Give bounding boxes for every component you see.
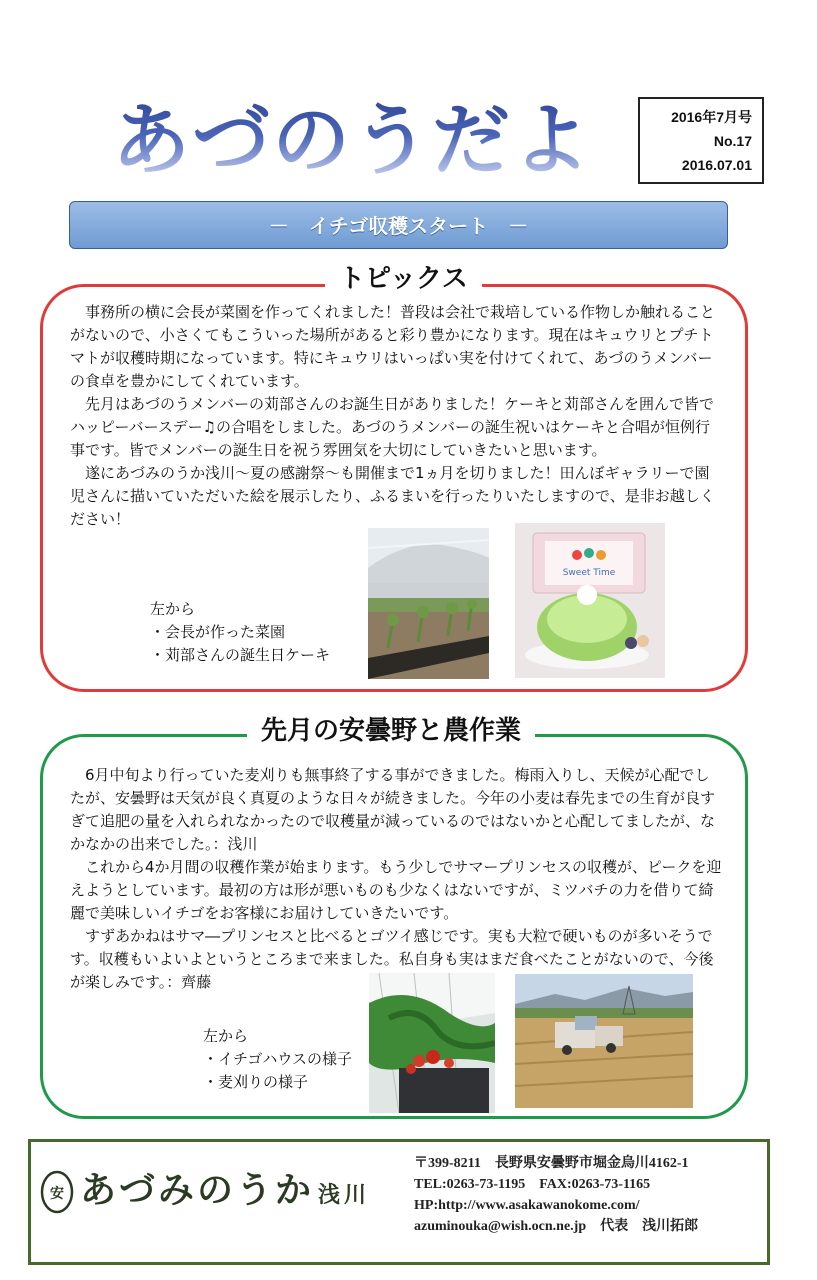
caption-line: ・苅部さんの誕生日ケーキ — [150, 646, 331, 664]
caption-line: ・イチゴハウスの様子 — [203, 1050, 352, 1068]
newsletter-title: あづのうだより — [112, 86, 582, 196]
topics-paragraph: 遂にあづみのうか浅川～夏の感謝祭～も開催まで1ヵ月を切りました！田んぼギャラリーで園児さんに描いていただいた絵を展示したり、ふるまいを行ったりいたしますので、是非お越しください！ — [70, 464, 715, 528]
issue-month: 2016年7月号 — [671, 109, 752, 125]
topics-paragraph: 事務所の横に会長が菜園を作ってくれました！普段は会社で栽培している作物しか触れることがないので、小さくてもこういった場所があると彩り豊かになります。現在はキュウリとプチトマトが収穫時期になっています。特にキュウリはいっぱい実を付けてくれて、あづのうメンバーの食卓を豊かにしてくれています。 — [70, 303, 716, 390]
address: 〒399-8211 長野県安曇野市堀金烏川4162-1 — [414, 1156, 689, 1171]
farm-paragraph: すずあかねはサマ―プリンセスと比べるとゴツイ感じです。実も大粒で硬いものが多いそうです。収穫もいよいよというところまで来ました。私自身も実はまだ食べたことがないので、今後が楽しみです。：齊藤 — [70, 927, 714, 991]
issue-info-box — [638, 97, 764, 184]
topics-body — [70, 301, 722, 531]
farm-heading: 先月の安曇野と農作業 — [247, 711, 535, 751]
garden-photo — [368, 528, 489, 679]
logo-mark: 安 — [50, 1186, 64, 1202]
farm-paragraph: これから4か月間の収穫作業が始まります。もう少しでサマープリンセスの収穫が、ピークを迎えようとしています。最初の方は形が悪いものも少なくはないですが、ミツバチの力を借りて綺麗で美味しいイチゴをお客様にお届けしていきたいです。 — [70, 858, 722, 922]
phone-fax: TEL:0263-73-1195 FAX:0263-73-1165 — [414, 1177, 651, 1192]
cake-photo — [515, 523, 665, 678]
farm-body — [70, 764, 722, 994]
issue-date: 2016.07.01 — [681, 157, 752, 173]
farm-caption — [203, 1025, 352, 1094]
caption-line: ・麦刈りの様子 — [203, 1073, 309, 1091]
topics-paragraph: 先月はあづのうメンバーの苅部さんのお誕生日がありました！ケーキと苅部さんを囲んで皆でハッピーバースデー♫の合唱をしました。あづのうメンバーの誕生祝いはケーキと合唱が恒例行事です。皆でメンバーの誕生日を祝う雰囲気を大切にしていきたいと思います。 — [70, 395, 714, 459]
company-logo-text: あづみのうか — [80, 1169, 315, 1211]
farm-paragraph: 6月中旬より行っていた麦刈りも無事終了する事ができました。梅雨入りし、天候が心配でしたが、安曇野は天気が良く真夏のような日々が続きました。今年の小麦は春先までの生育が良すぎて追肥の量を入れられなかったので収穫量が減っているのではないかと心配してましたが、なかなかの出来でした。：浅川 — [70, 766, 716, 853]
caption-line: 左から — [203, 1027, 249, 1045]
strawberry-house-photo — [369, 973, 495, 1113]
topics-heading: トピックス — [325, 261, 482, 297]
company-logo-sub: 浅川 — [318, 1182, 371, 1208]
wheat-harvest-photo — [515, 974, 693, 1108]
homepage-link[interactable]: HP:http://www.asakawanokome.com/ — [414, 1198, 640, 1213]
email-representative[interactable]: azuminouka@wish.ocn.ne.jp 代表 浅川拓郎 — [414, 1219, 699, 1234]
issue-number: No.17 — [713, 133, 752, 149]
headline-banner: － イチゴ収穫スタート － — [69, 201, 728, 249]
caption-line: 左から — [150, 600, 196, 618]
contact-info — [414, 1153, 754, 1237]
cake-box-label: Sweet Time — [562, 568, 616, 578]
topics-caption — [150, 598, 330, 667]
caption-line: ・会長が作った菜園 — [150, 623, 286, 641]
company-logo-icon — [40, 1170, 74, 1214]
